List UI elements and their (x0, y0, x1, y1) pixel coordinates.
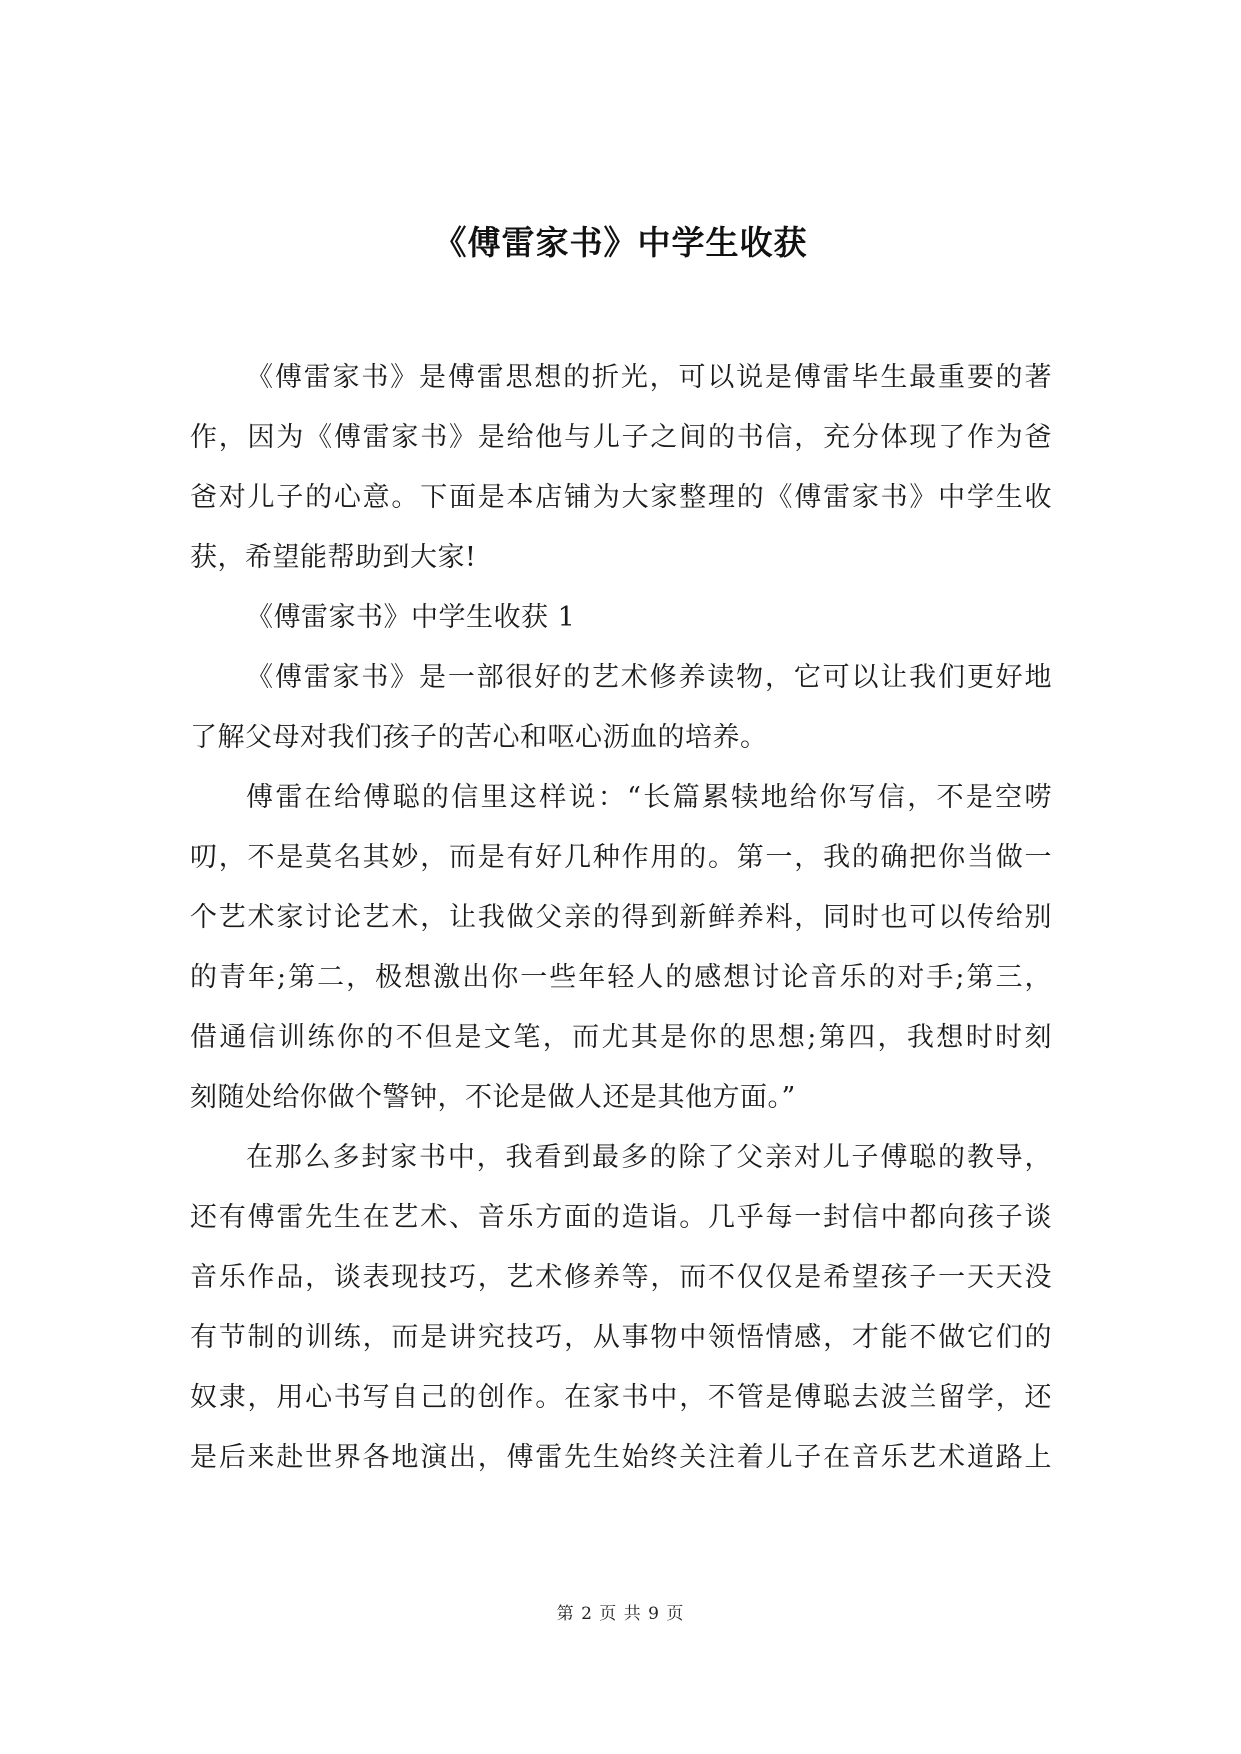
paragraph-line: 获，希望能帮助到大家! (190, 542, 477, 573)
paragraph-line: 音乐作品，谈表现技巧，艺术修养等，而不仅仅是希望孩子一天天没 (190, 1262, 1052, 1293)
paragraph-line: 了解父母对我们孩子的苦心和呕心沥血的培养。 (190, 722, 768, 753)
page-footer: 第 2 页 共 9 页 (556, 1604, 685, 1624)
paragraph-line: 爸对儿子的心意。下面是本店铺为大家整理的《傅雷家书》中学生收 (190, 482, 1052, 513)
paragraph-line: 《傅雷家书》是一部很好的艺术修养读物，它可以让我们更好地 (246, 662, 1052, 693)
paragraph-line: 《傅雷家书》是傅雷思想的折光，可以说是傅雷毕生最重要的著 (246, 362, 1052, 393)
paragraph-line: 刻随处给你做个警钟，不论是做人还是其他方面。” (190, 1082, 796, 1113)
document-body (190, 348, 1052, 1488)
paragraph-line: 还有傅雷先生在艺术、音乐方面的造诣。几乎每一封信中都向孩子谈 (190, 1202, 1052, 1233)
paragraph-line: 叨，不是莫名其妙，而是有好几种作用的。第一，我的确把你当做一 (190, 842, 1052, 873)
paragraph-line: 奴隶，用心书写自己的创作。在家书中，不管是傅聪去波兰留学，还 (190, 1382, 1052, 1413)
paragraph-line: 在那么多封家书中，我看到最多的除了父亲对儿子傅聪的教导， (246, 1142, 1052, 1173)
paragraph-line: 是后来赴世界各地演出，傅雷先生始终关注着儿子在音乐艺术道路上 (190, 1442, 1052, 1473)
paragraph-line: 傅雷在给傅聪的信里这样说：“长篇累犊地给你写信，不是空唠 (246, 782, 1052, 813)
section-heading: 《傅雷家书》中学生收获 1 (246, 602, 576, 633)
paragraph-line: 作，因为《傅雷家书》是给他与儿子之间的书信，充分体现了作为爸 (190, 422, 1052, 453)
paragraph-line: 有节制的训练，而是讲究技巧，从事物中领悟情感，才能不做它们的 (190, 1322, 1052, 1353)
document-title: 《傅雷家书》中学生收获 (433, 223, 808, 262)
paragraph-line: 的青年;第二，极想激出你一些年轻人的感想讨论音乐的对手;第三， (190, 962, 1052, 993)
paragraph-line: 借通信训练你的不但是文笔，而尤其是你的思想;第四，我想时时刻 (190, 1022, 1052, 1053)
paragraph-line: 个艺术家讨论艺术，让我做父亲的得到新鲜养料，同时也可以传给别 (190, 902, 1052, 933)
